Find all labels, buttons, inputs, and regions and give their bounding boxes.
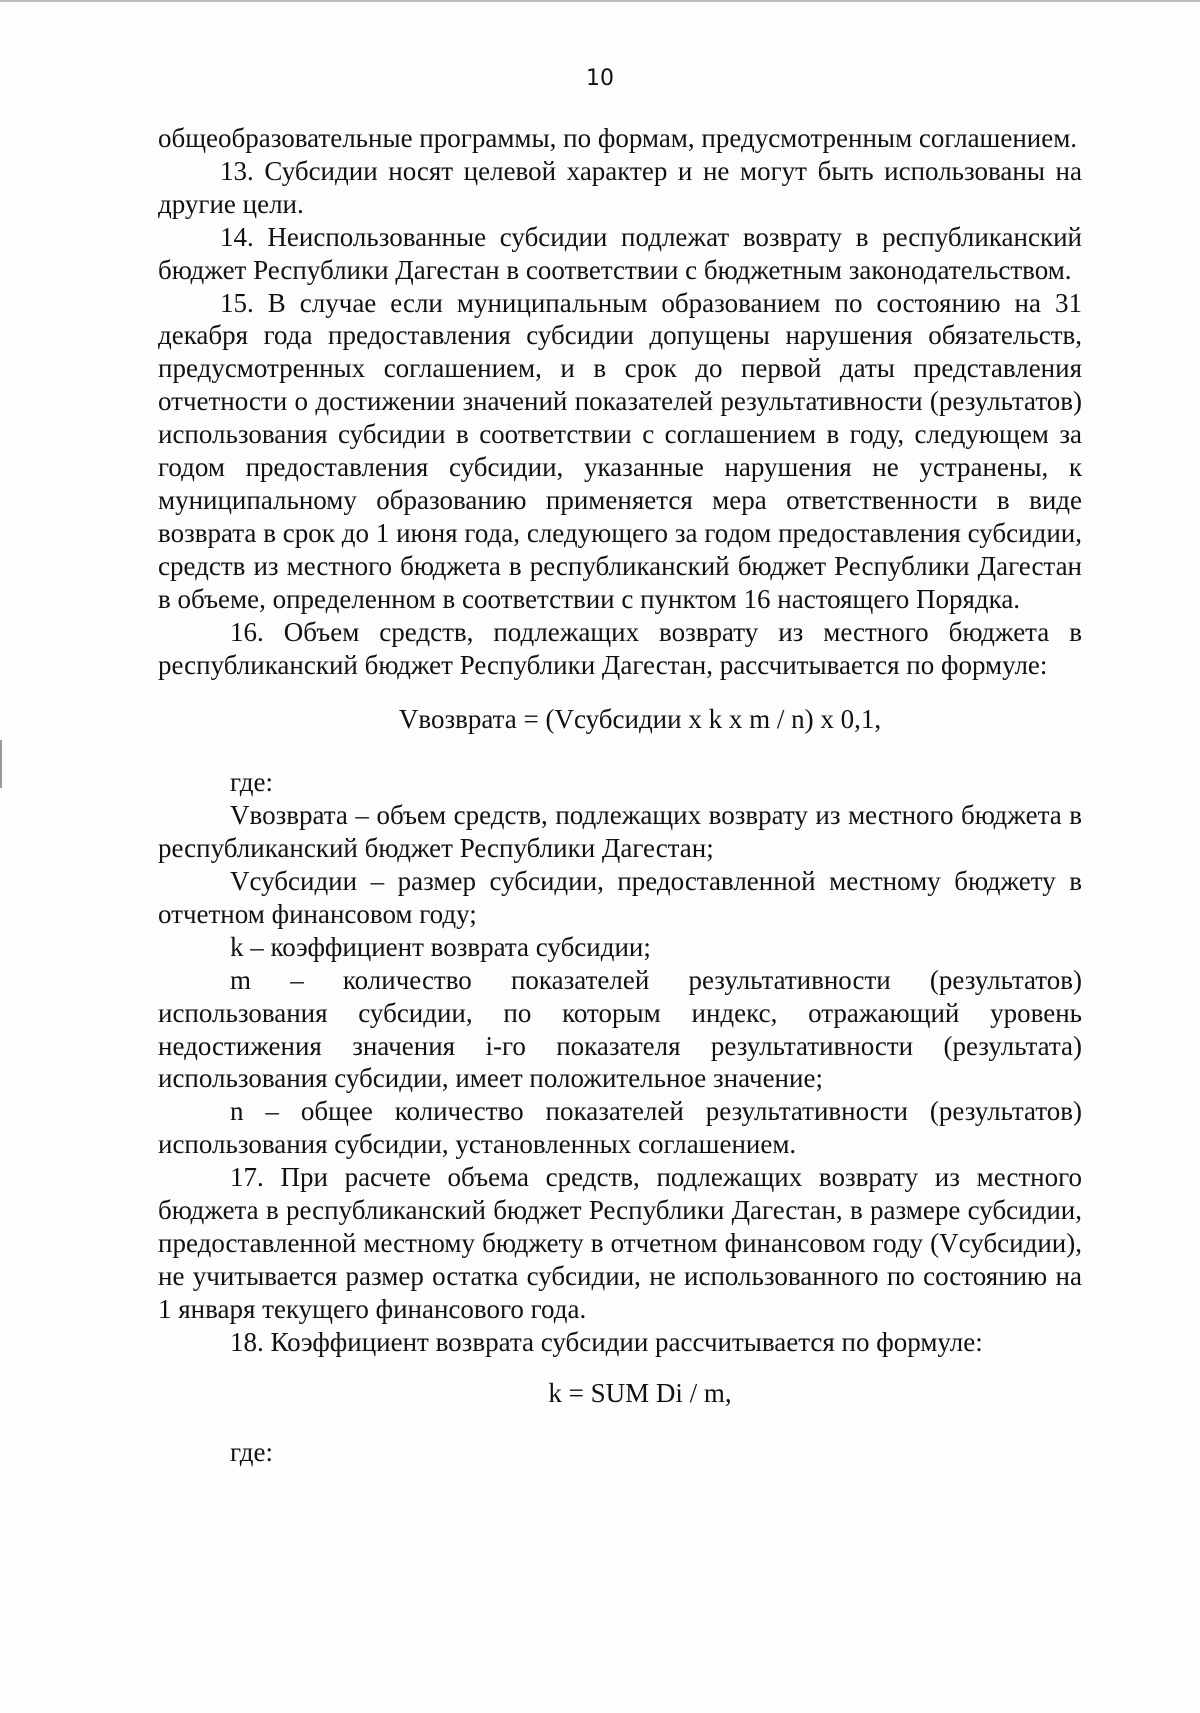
document-body <box>158 122 1082 1468</box>
where-label-2: где: <box>230 1436 273 1467</box>
page-number: 10 <box>586 66 614 91</box>
paragraph-intro: общеобразовательные программы, по формам, предусмотренным соглашением. <box>158 123 1078 153</box>
paragraph-13: 13. Субсидии носят целевой характер и не могут быть использованы на другие цели. <box>158 155 1082 219</box>
definition-v-subsidy: Vсубсидии – размер субсидии, предоставленной местному бюджету в отчетном финансовом году; <box>158 866 1082 929</box>
definition-v-return: Vвозврата – объем средств, подлежащих возврату из местного бюджета в республиканский бюджет Республики Дагестан; <box>158 800 1082 864</box>
definition-m: m – количество показателей результативности (результатов) использования субсидии, по которым индекс, отражающий уровень недостижения значения i-го показателя результативности (результата) использования субсидии, имеет положительное значение; <box>158 964 1082 1094</box>
scan-edge-line <box>0 0 1200 2</box>
paragraph-15: 15. В случае если муниципальным образованием по состоянию на 31 декабря года предоставления субсидии допущены нарушения обязательств, предусмотренных соглашением, и в срок до первой даты представления отчетности о достижении значений показателей результативности (результатов) использования субсидии в соответствии с соглашением в году, следующем за годом предоставления субсидии, указанные нарушения не устранены, к муниципальному образованию применяется мера ответственности в виде возврата в срок до 1 июня года, следующего за годом предоставления субсидии, средств из местного бюджета в республиканский бюджет Республики Дагестан в объеме, определенном в соответствии с пунктом 16 настоящего Порядка. <box>158 287 1082 614</box>
formula-return-coefficient: k = SUM Di / m, <box>548 1377 732 1408</box>
paragraph-17: 17. При расчете объема средств, подлежащих возврату из местного бюджета в республиканский бюджет Республики Дагестан, в размере субсидии, предоставленной местному бюджету в отчетном финансовом году (Vсубсидии), не учитывается размер остатка субсидии, не использованного по состоянию на 1 января текущего финансового года. <box>158 1162 1082 1324</box>
spacer <box>158 758 1082 766</box>
spacer <box>158 1428 1082 1436</box>
formula-return-volume: Vвозврата = (Vсубсидии x k x m / n) x 0,1, <box>398 704 882 735</box>
paragraph-16: 16. Объем средств, подлежащих возврату из местного бюджета в республиканский бюджет Республики Дагестан, рассчитывается по формуле: <box>158 616 1082 680</box>
definition-n: n – общее количество показателей результативности (результатов) использования субсидии, установленных соглашением. <box>158 1096 1082 1160</box>
definition-k: k – коэффициент возврата субсидии; <box>230 931 651 962</box>
paragraph-14: 14. Неиспользованные субсидии подлежат возврату в республиканский бюджет Республики Дагестан в соответствии с бюджетным законодательством. <box>158 221 1082 285</box>
paragraph-18: 18. Коэффициент возврата субсидии рассчитывается по формуле: <box>230 1326 983 1357</box>
where-label-1: где: <box>230 767 273 798</box>
scan-edge-mark <box>0 740 2 788</box>
